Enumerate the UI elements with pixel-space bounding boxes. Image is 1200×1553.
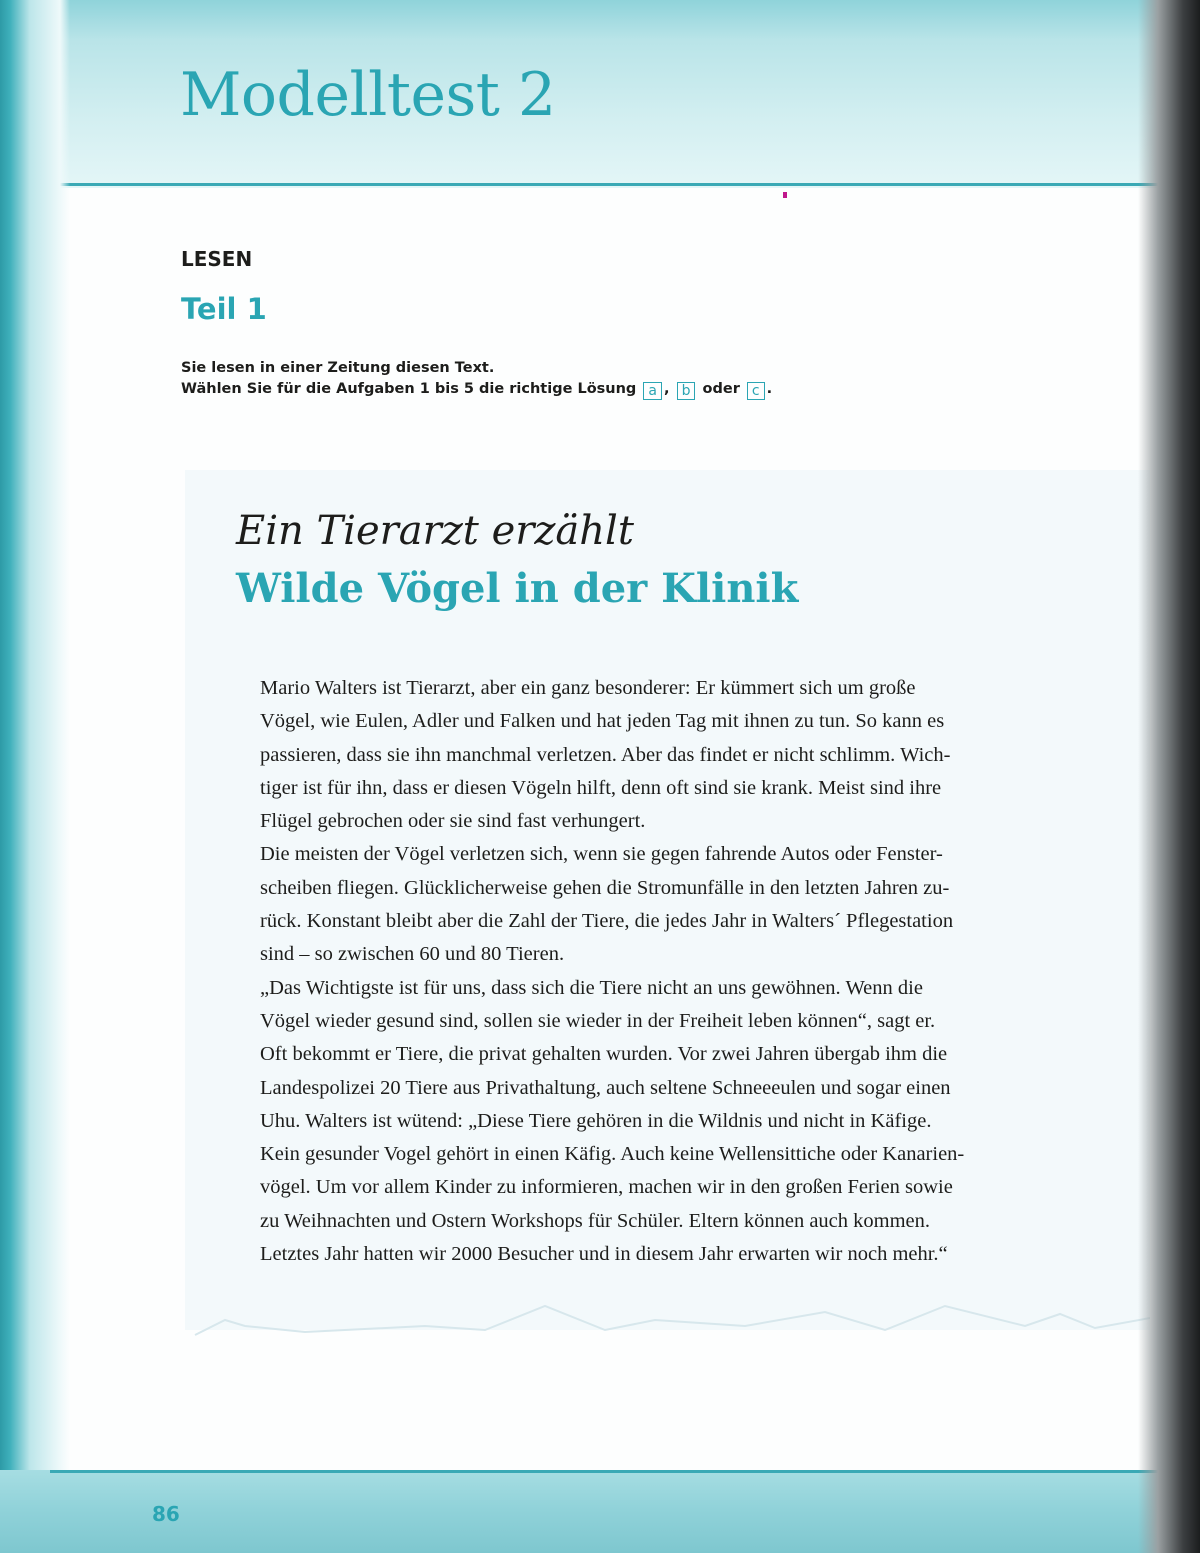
binding-shadow <box>1138 0 1200 1553</box>
footer-rule <box>50 1470 1160 1473</box>
article-body <box>260 672 1060 1271</box>
article-line: Kein gesunder Vogel gehört in einen Käfig. Auch keine Wellensittiche oder Kanarien- <box>260 1143 965 1166</box>
option-a-box: a <box>643 382 662 400</box>
part-title: Teil 1 <box>181 292 267 326</box>
full-stop: . <box>766 381 773 397</box>
article-line: Die meisten der Vögel verletzen sich, wenn sie gegen fahrende Autos oder Fenster- <box>260 843 943 866</box>
page-title: Modelltest 2 <box>180 60 556 130</box>
article-line: sind – so zwischen 60 und 80 Tieren. <box>260 943 565 966</box>
page-stack-edge <box>0 0 70 1553</box>
comma: , <box>663 381 670 397</box>
header-rule <box>50 183 1160 186</box>
instruction-line-1: Sie lesen in einer Zeitung diesen Text. <box>181 360 495 376</box>
or-word: oder <box>702 381 740 397</box>
article-line: zu Weihnachten und Ostern Workshops für Schüler. Eltern können auch kommen. <box>260 1209 931 1232</box>
article-line: tiger ist für ihn, dass er diesen Vögeln hilft, denn oft sind sie krank. Meist sind ihre <box>260 776 942 799</box>
article-line: Vögel wieder gesund sind, sollen sie wieder in der Freiheit leben können“, sagt er. <box>260 1009 936 1032</box>
article-line: „Das Wichtigste ist für uns, dass sich die Tiere nicht an uns gewöhnen. Wenn die <box>260 976 923 999</box>
task-instructions <box>181 358 772 400</box>
option-b-box: b <box>677 382 696 400</box>
article-line: passieren, dass sie ihn manchmal verletzen. Aber das findet er nicht schlimm. Wich- <box>260 743 951 766</box>
article-line: Uhu. Walters ist wütend: „Diese Tiere gehören in die Wildnis und nicht in Käfige. <box>260 1109 932 1132</box>
article-line: Mario Walters ist Tierarzt, aber ein ganz besonderer: Er kümmert sich um große <box>260 677 916 699</box>
article-line: Flügel gebrochen oder sie sind fast verhungert. <box>260 810 646 833</box>
section-label: LESEN <box>181 247 253 271</box>
page-number: 86 <box>152 1502 180 1526</box>
article-line: Letztes Jahr hatten wir 2000 Besucher und in diesem Jahr erwarten wir noch mehr.“ <box>260 1243 948 1266</box>
print-mark <box>783 192 787 198</box>
option-c-box: c <box>747 382 765 400</box>
instruction-line-2 <box>181 379 772 400</box>
article-line: Oft bekommt er Tiere, die privat gehalten wurden. Vor zwei Jahren übergab ihm die <box>260 1043 948 1066</box>
article-line: Landespolizei 20 Tiere aus Privathaltung, auch seltene Schneeeulen und sogar einen <box>260 1076 951 1099</box>
article-headline: Wilde Vögel in der Klinik <box>236 565 799 612</box>
article-line: vögel. Um vor allem Kinder zu informieren, machen wir in den großen Ferien sowie <box>260 1176 953 1199</box>
footer-band <box>0 1470 1200 1553</box>
article-line: Vögel, wie Eulen, Adler und Falken und hat jeden Tag mit ihnen zu tun. So kann es <box>260 710 945 733</box>
instruction-line-2-text: Wählen Sie für die Aufgaben 1 bis 5 die richtige Lösung <box>181 381 637 397</box>
article-line: scheiben fliegen. Glücklicherweise gehen die Stromunfälle in den letzten Jahren zu- <box>260 876 950 899</box>
article-kicker: Ein Tierarzt erzählt <box>236 508 634 554</box>
article-line: rück. Konstant bleibt aber die Zahl der Tiere, die jedes Jahr in Walters´ Pflegestation <box>260 910 954 933</box>
